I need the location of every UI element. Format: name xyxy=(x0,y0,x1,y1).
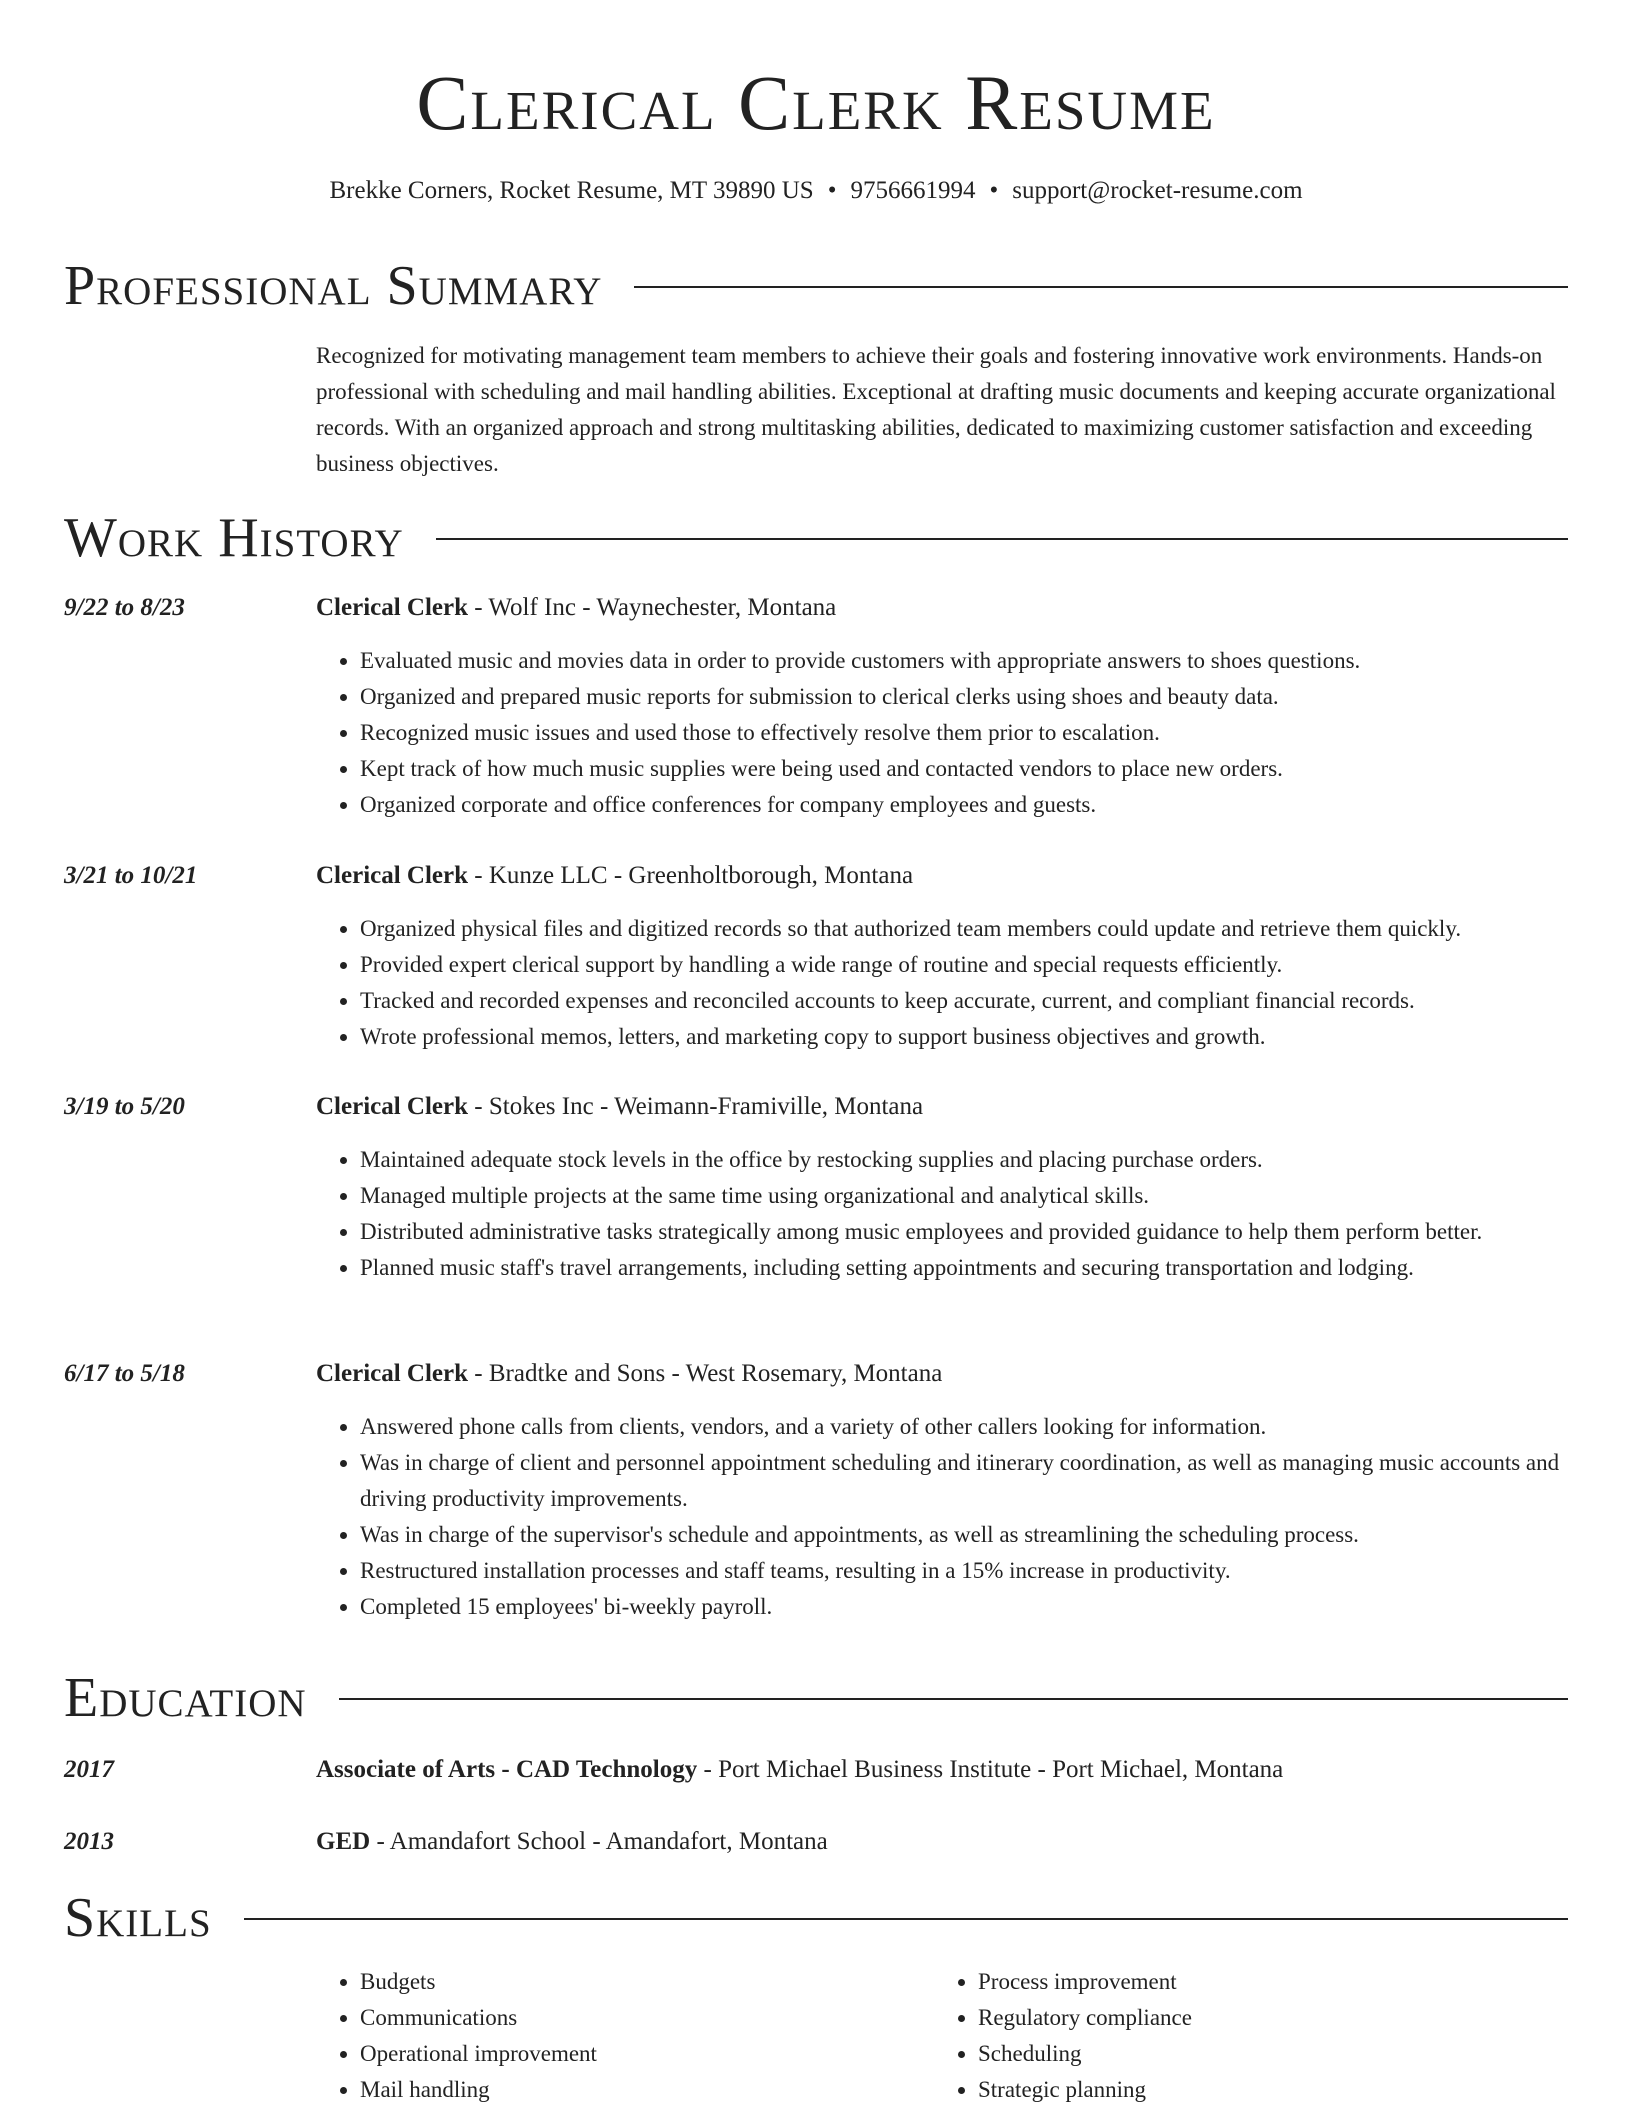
section-divider xyxy=(436,538,1568,540)
skills-list-right xyxy=(934,1964,1534,2108)
list-item: • Tracked and recorded expenses and reconciled accounts to keep accurate, current, and compliant financial records. xyxy=(360,983,1568,1019)
section-divider xyxy=(244,1918,1568,1920)
list-item: • Completed 15 employees' bi-weekly payroll. xyxy=(360,1589,1568,1625)
skill-item: • Strategic planning xyxy=(978,2072,1534,2108)
contact-address: Brekke Corners, Rocket Resume, MT 39890 US xyxy=(329,177,814,204)
job-title: Clerical Clerk xyxy=(316,1360,469,1387)
skill-item: • Scheduling xyxy=(978,2036,1534,2072)
list-item: • Managed multiple projects at the same time using organizational and analytical skills. xyxy=(360,1178,1568,1214)
education-school: - Port Michael Business Institute - Port Michael, Montana xyxy=(697,1756,1284,1783)
contact-email: support@rocket-resume.com xyxy=(1012,177,1303,204)
list-item: • Was in charge of the supervisor's schedule and appointments, as well as streamlining the scheduling process. xyxy=(360,1517,1568,1553)
education-degree: GED xyxy=(316,1828,371,1855)
section-title-skills: Skills xyxy=(64,1887,212,1949)
list-item: • Organized corporate and office conferences for company employees and guests. xyxy=(360,787,1568,823)
job-employer: - Wolf Inc - Waynechester, Montana xyxy=(468,594,837,621)
contact-line xyxy=(0,174,1632,208)
list-item: • Planned music staff's travel arrangements, including setting appointments and securing transportation and lodging. xyxy=(360,1250,1568,1286)
section-header-work-history xyxy=(64,506,1568,570)
job-dates: 6/17 to 5/18 xyxy=(64,1360,185,1387)
job-heading xyxy=(316,1356,1566,1392)
list-item: • Answered phone calls from clients, vendors, and a variety of other callers looking for information. xyxy=(360,1409,1568,1445)
job-dates: 3/21 to 10/21 xyxy=(64,862,198,889)
job-bullets xyxy=(316,1142,1568,1286)
education-year: 2013 xyxy=(64,1828,114,1855)
job-employer: - Stokes Inc - Weimann-Framiville, Montana xyxy=(468,1093,924,1120)
contact-separator: • xyxy=(827,177,837,204)
list-item: • Provided expert clerical support by handling a wide range of routine and special requests efficiently. xyxy=(360,947,1568,983)
skills-list-left xyxy=(316,1964,916,2108)
job-bullets xyxy=(316,911,1568,1055)
list-item: • Wrote professional memos, letters, and marketing copy to support business objectives and growth. xyxy=(360,1019,1568,1055)
job-heading xyxy=(316,590,1566,626)
contact-separator: • xyxy=(989,177,999,204)
job-employer: - Kunze LLC - Greenholtborough, Montana xyxy=(468,862,914,889)
summary-text: Recognized for motivating management team members to achieve their goals and fostering innovative work environments. Hands-on professional with scheduling and mail handling abilities. Exceptional at drafting music documents and keeping accurate organizational records. With an organized approach and strong multitasking abilities, dedicated to maximizing customer satisfaction and exceeding business objectives. xyxy=(316,343,1556,476)
section-divider xyxy=(634,286,1568,288)
job-dates: 9/22 to 8/23 xyxy=(64,594,185,621)
skill-item: • Communications xyxy=(360,2000,916,2036)
list-item: • Distributed administrative tasks strategically among music employees and provided guidance to help them perform better. xyxy=(360,1214,1568,1250)
job-dates: 3/19 to 5/20 xyxy=(64,1093,185,1120)
section-divider xyxy=(339,1698,1568,1700)
job-employer: - Bradtke and Sons - West Rosemary, Montana xyxy=(468,1360,943,1387)
job-heading xyxy=(316,858,1566,894)
skill-item: • Budgets xyxy=(360,1964,916,2000)
skill-item: • Process improvement xyxy=(978,1964,1534,2000)
job-bullets xyxy=(316,643,1568,823)
list-item: • Restructured installation processes and staff teams, resulting in a 15% increase in productivity. xyxy=(360,1553,1568,1589)
section-title-work-history: Work History xyxy=(64,507,404,569)
section-title-summary: Professional Summary xyxy=(64,255,603,317)
job-title: Clerical Clerk xyxy=(316,862,469,889)
education-heading xyxy=(316,1752,1566,1788)
section-title-education: Education xyxy=(64,1667,307,1729)
list-item: • Was in charge of client and personnel appointment scheduling and itinerary coordination, as well as managing music accounts and driving productivity improvements. xyxy=(360,1445,1568,1517)
education-school: - Amandafort School - Amandafort, Montana xyxy=(370,1828,828,1855)
skill-item: • Mail handling xyxy=(360,2072,916,2108)
list-item: • Organized and prepared music reports for submission to clerical clerks using shoes and beauty data. xyxy=(360,679,1568,715)
skill-item: • Regulatory compliance xyxy=(978,2000,1534,2036)
section-header-summary xyxy=(64,254,1568,318)
job-title: Clerical Clerk xyxy=(316,1093,469,1120)
education-degree: Associate of Arts - CAD Technology xyxy=(316,1756,698,1783)
section-header-skills xyxy=(64,1886,1568,1950)
list-item: • Recognized music issues and used those to effectively resolve them prior to escalation. xyxy=(360,715,1568,751)
education-year: 2017 xyxy=(64,1756,114,1783)
section-header-education xyxy=(64,1666,1568,1730)
job-title: Clerical Clerk xyxy=(316,594,469,621)
list-item: • Kept track of how much music supplies were being used and contacted vendors to place new orders. xyxy=(360,751,1568,787)
job-bullets xyxy=(316,1409,1568,1625)
list-item: • Organized physical files and digitized records so that authorized team members could update and retrieve them quickly. xyxy=(360,911,1568,947)
job-heading xyxy=(316,1089,1566,1125)
contact-phone: 9756661994 xyxy=(850,177,976,204)
list-item: • Evaluated music and movies data in order to provide customers with appropriate answers to shoes questions. xyxy=(360,643,1568,679)
skill-item: • Operational improvement xyxy=(360,2036,916,2072)
page-title: Clerical Clerk Resume xyxy=(416,59,1216,146)
education-heading xyxy=(316,1824,1566,1860)
list-item: • Maintained adequate stock levels in the office by restocking supplies and placing purchase orders. xyxy=(360,1142,1568,1178)
